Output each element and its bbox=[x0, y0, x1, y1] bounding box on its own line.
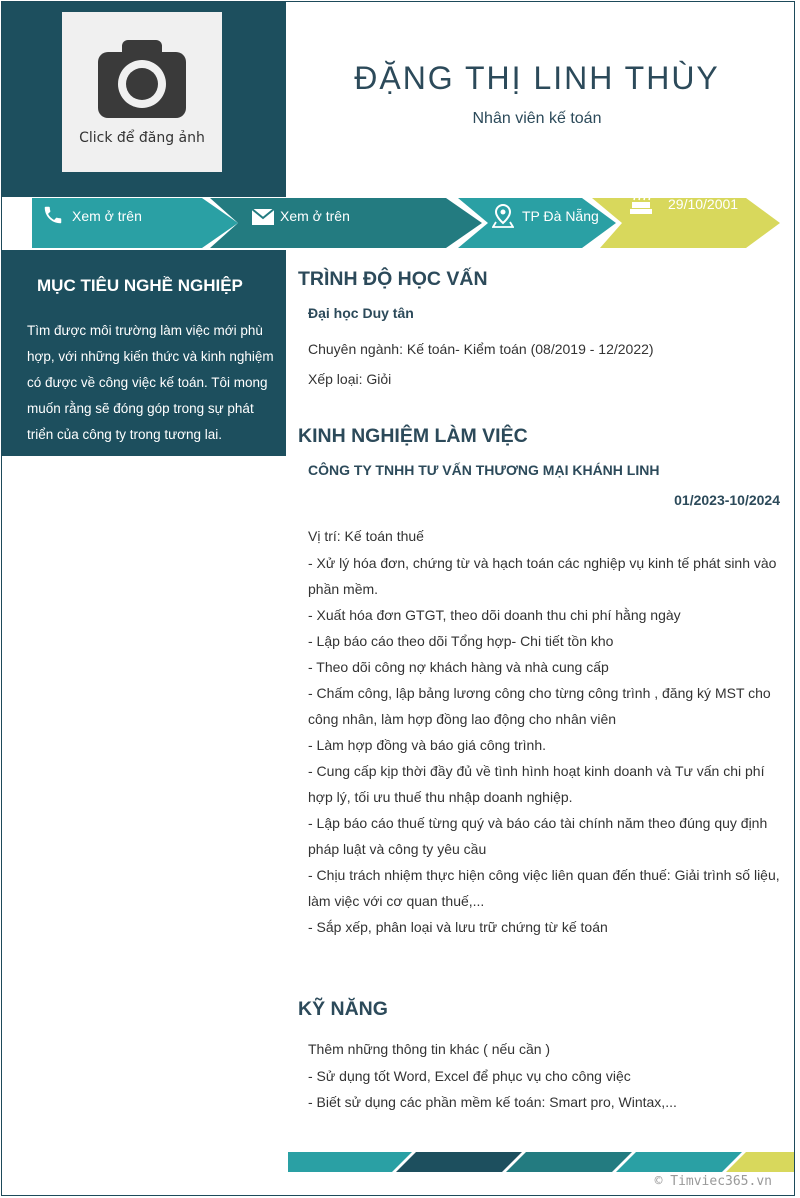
candidate-name: ĐẶNG THỊ LINH THÙY bbox=[354, 60, 720, 96]
contact-birthday bbox=[630, 196, 738, 250]
birthday-cake-icon bbox=[630, 196, 652, 216]
duty-item: - Sắp xếp, phân loại và lưu trữ chứng từ kế toán bbox=[308, 919, 608, 935]
email-value: Xem ở trên bbox=[280, 208, 350, 224]
duty-item: - Xuất hóa đơn GTGT, theo dõi doanh thu chi phí hằng ngày bbox=[308, 607, 681, 623]
duty-item: - Chịu trách nhiệm thực hiện công việc liên quan đến thuế: Giải trình số liệu, làm việc với cơ quan thuế,... bbox=[308, 867, 780, 909]
contact-address bbox=[492, 196, 599, 250]
photo-caption: Click để đăng ảnh bbox=[79, 130, 205, 146]
education-title: TRÌNH ĐỘ HỌC VẤN bbox=[298, 268, 488, 290]
career-goal-text: Tìm được môi trường làm việc mới phù hợp, với những kiến thức và kinh nghiệm có được về công việc kế toán. Tôi mong muốn rằng sẽ đóng góp trong sự phát triển của công ty trong tương lai. bbox=[27, 323, 274, 442]
skills-title: KỸ NĂNG bbox=[298, 998, 388, 1020]
duty-item: - Lập báo cáo theo dõi Tổng hợp- Chi tiết tồn kho bbox=[308, 633, 614, 649]
envelope-icon bbox=[252, 208, 274, 226]
birthday-value: 29/10/2001 bbox=[668, 196, 739, 212]
career-goal-title: MỤC TIÊU NGHỀ NGHIỆP bbox=[37, 276, 243, 295]
duty-item: - Chấm công, lập bảng lương công cho từng công trình , đăng ký MST cho công nhân, làm hợp đồng lao động cho nhân viên bbox=[308, 685, 771, 727]
duty-item: - Lập báo cáo thuế từng quý và báo cáo tài chính năm theo đúng quy định pháp luật và công ty yêu cầu bbox=[308, 815, 768, 857]
education-school: Đại học Duy tân bbox=[308, 305, 414, 321]
phone-icon bbox=[42, 204, 64, 226]
address-value: TP Đà Nẵng bbox=[522, 208, 599, 224]
job-title: Nhân viên kế toán bbox=[472, 110, 602, 127]
duty-item: - Theo dõi công nợ khách hàng và nhà cung cấp bbox=[308, 659, 609, 675]
main-content bbox=[298, 268, 780, 1115]
contact-email bbox=[252, 196, 350, 250]
skill-item: - Sử dụng tốt Word, Excel để phục vụ cho công việc bbox=[308, 1068, 631, 1084]
experience-title: KINH NGHIỆM LÀM VIỆC bbox=[298, 425, 528, 447]
skills-intro: Thêm những thông tin khác ( nếu cần ) bbox=[308, 1041, 551, 1057]
skill-item: - Biết sử dụng các phần mềm kế toán: Smart pro, Wintax,... bbox=[308, 1094, 677, 1110]
experience-position: Vị trí: Kế toán thuế bbox=[308, 528, 424, 544]
education-major: Chuyên ngành: Kế toán- Kiểm toán (08/2019 - 12/2022) bbox=[308, 341, 654, 357]
contact-phone bbox=[42, 196, 142, 250]
photo-upload[interactable] bbox=[62, 12, 222, 172]
duty-item: - Làm hợp đồng và báo giá công trình. bbox=[308, 737, 546, 753]
duty-item: - Cung cấp kịp thời đầy đủ về tình hình hoạt kinh doanh và Tư vấn chi phí hợp lý, tối ưu thuế thu nhập doanh nghiệp. bbox=[308, 763, 765, 805]
education-rank: Xếp loại: Giỏi bbox=[308, 371, 392, 387]
phone-value: Xem ở trên bbox=[72, 208, 142, 224]
experience-duties bbox=[298, 550, 780, 940]
experience-company: CÔNG TY TNHH TƯ VẤN THƯƠNG MẠI KHÁNH LINH bbox=[308, 462, 660, 478]
career-goal-box bbox=[2, 250, 286, 456]
bottom-decor-bar bbox=[288, 1152, 794, 1172]
watermark: © Timviec365.vn bbox=[654, 1174, 772, 1189]
contact-bar bbox=[2, 196, 794, 250]
sidebar-header bbox=[2, 2, 286, 197]
cv-page bbox=[1, 1, 795, 1196]
camera-icon bbox=[94, 38, 190, 122]
duty-item: - Xử lý hóa đơn, chứng từ và hạch toán các nghiệp vụ kinh tế phát sinh vào phần mềm. bbox=[308, 555, 777, 597]
skills-list bbox=[298, 1063, 780, 1115]
experience-period: 01/2023-10/2024 bbox=[674, 492, 780, 508]
location-pin-icon bbox=[492, 204, 514, 228]
